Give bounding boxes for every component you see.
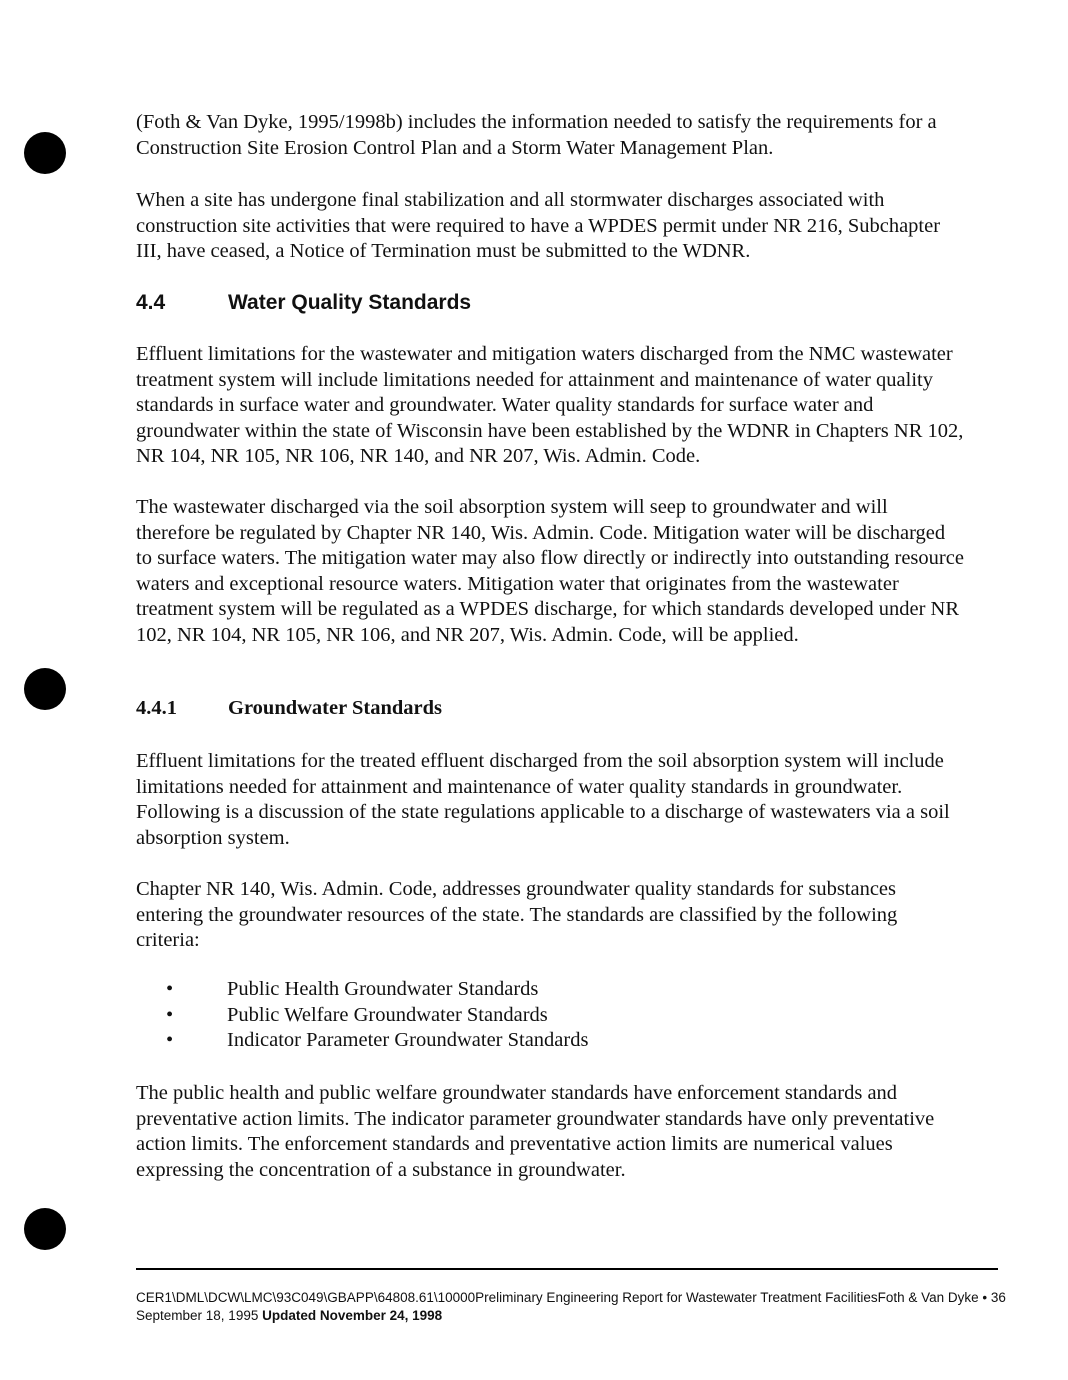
paragraph-enforcement-standards: The public health and public welfare groundwater standards have enforcement standards and preventative action limits. The indicator parameter groundwater standards have only preventative action limits. The enforcement standards and preventative action limits are numerical values expressing the concentration of a substance in groundwater. <box>136 1082 935 1181</box>
section-number: 4.4 <box>136 291 166 314</box>
section-number: 4.4.1 <box>136 697 177 719</box>
binder-hole-middle <box>24 668 66 710</box>
binder-hole-top <box>24 132 66 174</box>
section-title: Water Quality Standards <box>228 291 472 314</box>
page-footer <box>136 1289 1006 1325</box>
bullet-icon: • <box>166 1003 174 1026</box>
binder-hole-bottom <box>24 1208 66 1250</box>
bullet-icon: • <box>166 978 174 1000</box>
paragraph-effluent-limitations: Effluent limitations for the wastewater and mitigation waters discharged from the NMC wastewater treatment system will include limitations needed for attainment and maintenance of water quality standards in surface water and groundwater. Water quality standards for surface water and groundwater within the state of Wisconsin have been established by the WDNR in Chapters NR 102, NR 104, NR 105, NR 106, NR 140, and NR 207, Wis. Admin. Code. <box>136 343 964 467</box>
footer-path: CER1\DML\DCW\LMC\93C049\GBAPP\64808.61\10000 <box>136 1290 476 1305</box>
footer-report-title: Preliminary Engineering Report for Wastewater Treatment Facilities <box>475 1290 878 1305</box>
paragraph-notice-of-termination: When a site has undergone final stabilization and all stormwater discharges associated with construction site activities that were required to have a WPDES permit under NR 216, Subchapter III, have ceased, a Notice of Termination must be submitted to the WDNR. <box>136 189 941 262</box>
section-heading-4-4-1 <box>136 696 442 722</box>
paragraph-treated-effluent: Effluent limitations for the treated effluent discharged from the soil absorption system will include limitations needed for attainment and maintenance of water quality standards in groundwater. Following is a discussion of the state regulations applicable to a discharge of wastewaters via a soil absorption system. <box>136 750 950 849</box>
paragraph-wastewater-discharge: The wastewater discharged via the soil absorption system will seep to groundwater and will therefore be regulated by Chapter NR 140, Wis. Admin. Code. Mitigation water will be discharged to surface waters. The mitigation water may also flow directly or indirectly into outstanding resource waters and exceptional resource waters. Mitigation water that originates from the wastewater treatment system will be regulated as a WPDES discharge, for which standards developed under NR 102, NR 104, NR 105, NR 106, and NR 207, Wis. Admin. Code, will be applied. <box>136 496 964 646</box>
paragraph-nr140: Chapter NR 140, Wis. Admin. Code, addresses groundwater quality standards for substances entering the groundwater resources of the state. The standards are classified by the following criteria: <box>136 878 898 951</box>
paragraph-intro: (Foth & Van Dyke, 1995/1998b) includes the information needed to satisfy the requirements for a Construction Site Erosion Control Plan and a Storm Water Management Plan. <box>136 111 937 159</box>
bullet-icon: • <box>166 1029 174 1051</box>
section-title: Groundwater Standards <box>228 697 442 719</box>
section-heading-4-4 <box>136 290 471 316</box>
footer-date: September 18, 1995 <box>136 1308 259 1323</box>
footer-company-page: Foth & Van Dyke • 36 <box>877 1290 1006 1305</box>
footer-divider <box>136 1268 998 1270</box>
footer-updated: Updated November 24, 1998 <box>262 1308 443 1323</box>
